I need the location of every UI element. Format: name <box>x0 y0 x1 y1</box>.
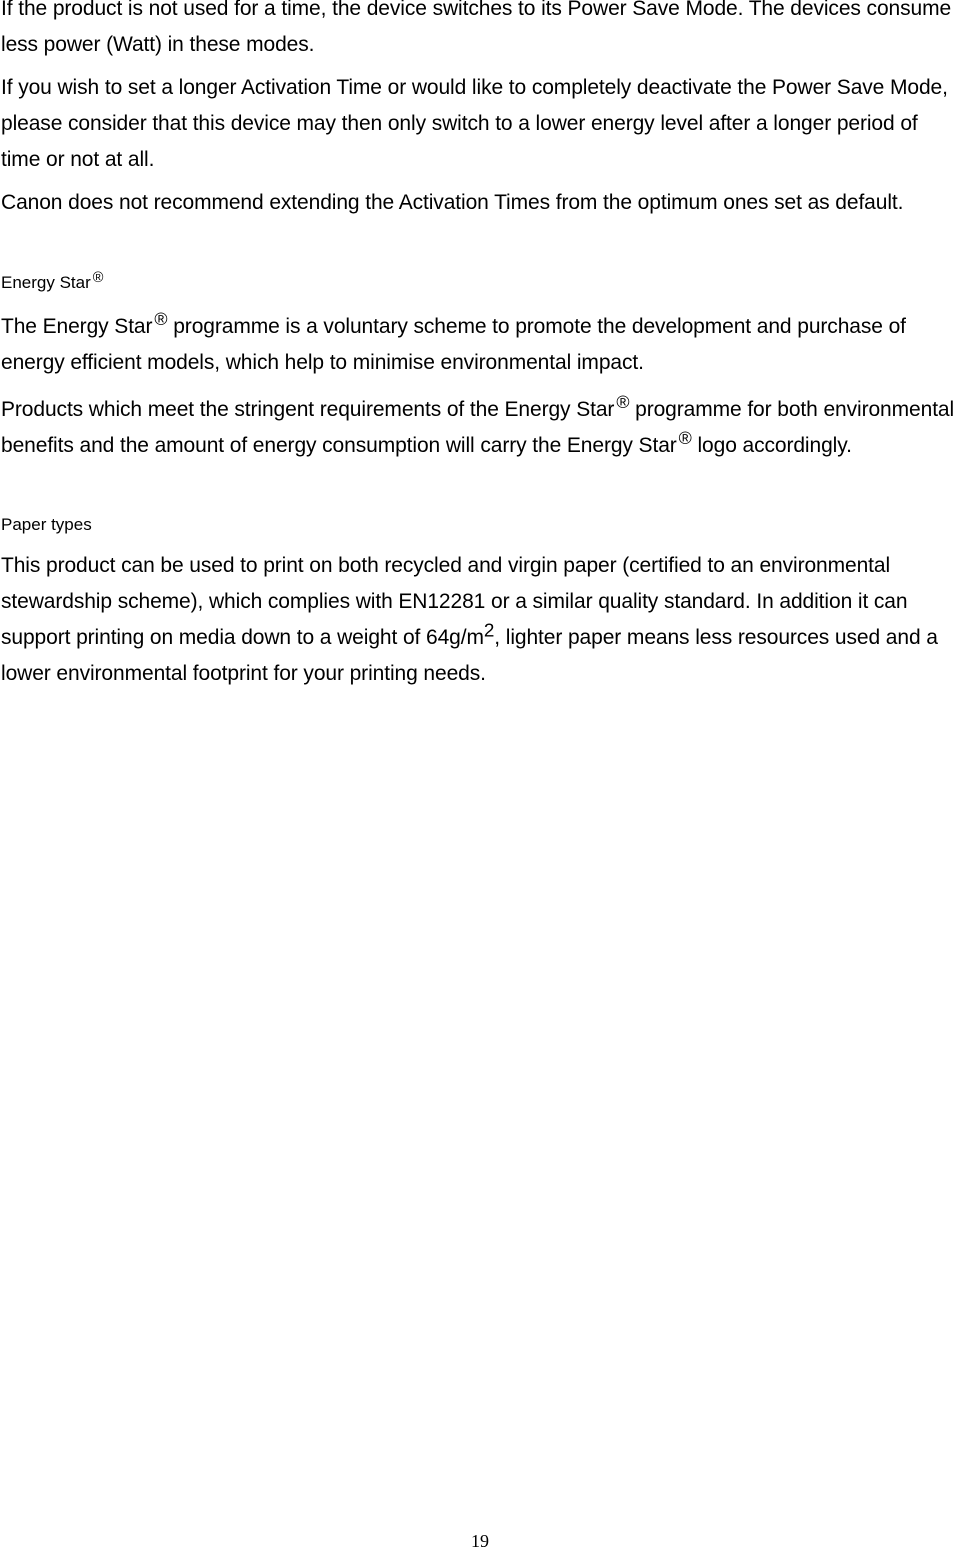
energy-star-p2-part-c: logo accordingly. <box>691 434 852 457</box>
registered-mark: ® <box>154 308 168 329</box>
energy-star-heading <box>1 269 104 294</box>
energy-star-p2-part-b: programme for both environmental benefits and the amount of energy consumption will carry the Energy Star <box>1 398 955 457</box>
energy-star-p1-part-b: programme is a voluntary scheme to promote the development and purchase of energy efficient models, which help to minimise environmental impact. <box>1 315 906 374</box>
superscript-two: 2 <box>483 620 495 642</box>
energy-star-heading-text: Energy Star <box>1 273 91 292</box>
page-number: 19 <box>471 1531 489 1551</box>
energy-star-p2-part-a: Products which meet the stringent requirements of the Energy Star <box>1 398 615 421</box>
energy-star-paragraph-1 <box>1 309 959 381</box>
canon-recommendation-paragraph: Canon does not recommend extending the Activation Times from the optimum ones set as default. <box>1 191 904 214</box>
paper-p-part-b: , lighter paper means less resources used and a lower environmental footprint for your printing needs. <box>1 626 938 685</box>
registered-mark: ® <box>678 427 692 448</box>
activation-time-paragraph: If you wish to set a longer Activation Time or would like to completely deactivate the Power Save Mode, please consider that this device may then only switch to a lower energy level after a longer period of time or not at all. <box>1 76 948 171</box>
paper-types-paragraph <box>1 548 959 692</box>
paper-p-part-a: This product can be used to print on both recycled and virgin paper (certified to an environmental stewardship scheme), which complies with EN12281 or a similar quality standard. In addition it can support printing on media down to a weight of 64g/m <box>1 554 908 649</box>
registered-mark: ® <box>616 391 630 412</box>
registered-mark: ® <box>92 269 104 286</box>
energy-star-p1-part-a: The Energy Star <box>1 315 153 338</box>
paper-types-heading: Paper types <box>1 515 92 534</box>
power-save-paragraph: If the product is not used for a time, the device switches to its Power Save Mode. The devices consume less power (Watt) in these modes. <box>1 0 952 56</box>
energy-star-paragraph-2 <box>1 392 959 464</box>
